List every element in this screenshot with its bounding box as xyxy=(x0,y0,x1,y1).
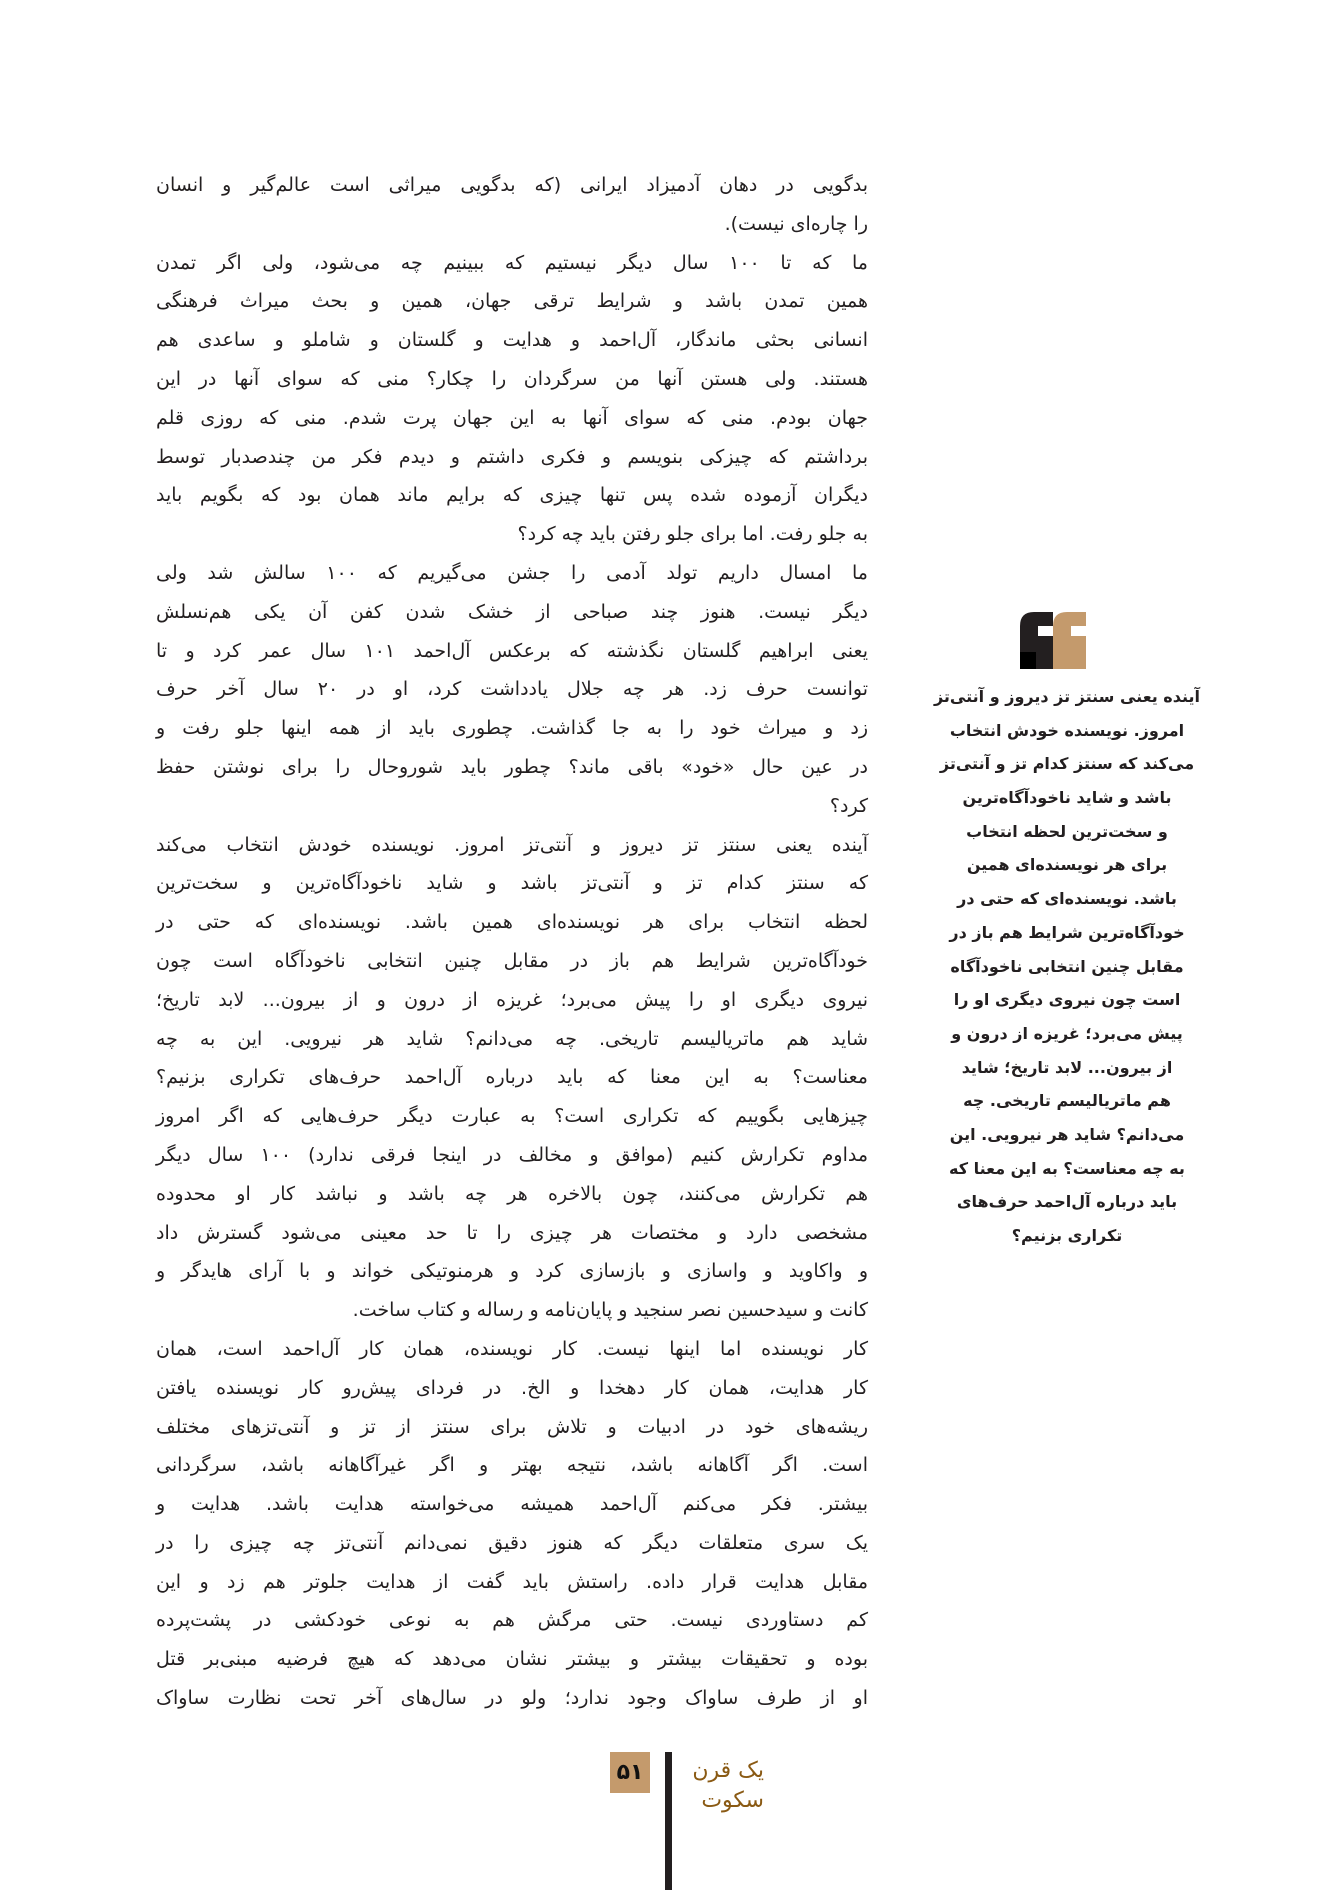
magazine-section-title xyxy=(684,1756,764,1816)
paragraph xyxy=(156,554,868,826)
article-body xyxy=(156,166,868,1718)
text-line: انسانی بحثی ماندگار، آل‌احمد و هدایت و گلستان و شاملو و ساعدی هم xyxy=(156,329,868,352)
text-line: زد و میراث خود را به جا گذاشت. چطوری باید از همه اینها جلو رفت و xyxy=(156,717,868,740)
pull-quote xyxy=(922,680,1212,1253)
text-line: به جلو رفت. اما برای جلو رفتن باید چه کرد؟ xyxy=(517,523,868,546)
text-line: همین تمدن باشد و شرایط ترقی جهان، همین و بحث میراث فرهنگی xyxy=(156,290,868,313)
text-line: کانت و سیدحسین نصر سنجید و پایان‌نامه و رساله و کتاب ساخت. xyxy=(352,1299,868,1322)
text-line: او از طرف ساواک وجود ندارد؛ ولو در سال‌های آخر تحت نظارت ساواک xyxy=(156,1687,868,1710)
paragraph xyxy=(156,1330,868,1718)
text-line: دیگر نیست. هنوز چند صباحی از خشک شدن کفن آن یکی هم‌نسلش xyxy=(156,600,868,623)
text-line: است. اگر آگاهانه باشد، نتیجه بهتر و اگر غیرآگاهانه باشد، سرگردانی xyxy=(156,1454,868,1477)
text-line: مداوم تکرارش کنیم (موافق و مخالف در اینجا فرقی ندارد) ۱۰۰ سال دیگر xyxy=(156,1143,868,1166)
text-line: کرد؟ xyxy=(829,794,868,817)
pull-quote-line: می‌کند که سنتز کدام تز و آنتی‌تز xyxy=(939,754,1195,774)
paragraph xyxy=(156,244,868,554)
text-line: بدگویی در دهان آدمیزاد ایرانی (که بدگویی میراثی است عالم‌گیر و انسان xyxy=(156,174,868,196)
pull-quote-line: پیش می‌برد؛ غریزه از درون و xyxy=(951,1023,1183,1043)
pull-quote-line: خودآگاه‌ترین شرایط هم باز در xyxy=(949,922,1185,942)
text-line: هم تکرارش می‌کنند، چون بالاخره هر چه باشد و نباشد کار او محدوده xyxy=(156,1182,868,1205)
text-line: خودآگاه‌ترین شرایط هم باز در مقابل چنین انتخابی ناخودآگاه است چون xyxy=(156,949,868,972)
footer-divider xyxy=(665,1752,672,1890)
text-line: کم دستاوردی نیست. حتی مرگش هم به نوعی خودکشی در پشت‌پرده xyxy=(156,1609,868,1632)
text-line: بوده و تحقیقات بیشتر و بیشتر نشان می‌دهد که هیچ فرضیه مبنی‌بر قتل xyxy=(156,1648,868,1671)
text-line: کار نویسنده اما اینها نیست. کار نویسنده، همان کار آل‌احمد است، همان xyxy=(156,1337,868,1360)
quote-mark-icon xyxy=(1020,612,1086,669)
text-line: بیشتر. فکر می‌کنم آل‌احمد همیشه می‌خواسته هدایت باشد. هدایت و xyxy=(156,1493,868,1516)
pull-quote-line: از بیرون... لابد تاریخ؛ شاید xyxy=(961,1057,1173,1077)
text-line: معناست؟ به این معنا که باید درباره آل‌احمد حرف‌های تکراری بزنیم؟ xyxy=(156,1066,868,1089)
pull-quote-line: امروز. نویسنده خودش انتخاب xyxy=(949,720,1185,740)
pull-quote-line: تکراری بزنیم؟ xyxy=(1011,1226,1123,1245)
text-line: توانست حرف زد. هر چه جلال یادداشت کرد، او در ۲۰ سال آخر حرف xyxy=(156,678,868,701)
text-line: نیروی دیگری او را پیش می‌برد؛ غریزه از درون و از بیرون... لابد تاریخ؛ xyxy=(156,988,868,1011)
pull-quote-line: و سخت‌ترین لحظه انتخاب xyxy=(966,821,1168,841)
text-line: ما که تا ۱۰۰ سال دیگر نیستیم که ببینیم چه می‌شود، ولی اگر تمدن xyxy=(156,251,868,274)
text-line: که سنتز کدام تز و آنتی‌تز باشد و شاید ناخودآگاه‌ترین و سخت‌ترین xyxy=(156,872,868,895)
paragraph xyxy=(156,826,868,1330)
pull-quote-line: باید درباره آل‌احمد حرف‌های xyxy=(956,1192,1178,1212)
pull-quote-line: باشد و شاید ناخودآگاه‌ترین xyxy=(962,788,1172,808)
pull-quote-line: آینده یعنی سنتز تز دیروز و آنتی‌تز xyxy=(933,687,1201,706)
section-title-line-2: سکوت xyxy=(701,1788,764,1813)
text-line: جهان بودم. منی که سوای آنها به این جهان پرت شدم. منی که روزی قلم xyxy=(156,406,868,429)
section-title-line-1: یک قرن xyxy=(692,1758,764,1783)
pull-quote-line: هم ماتریالیسم تاریخی. چه xyxy=(963,1091,1171,1111)
text-line: دیگران آزموده شده پس تنها چیزی که برایم ماند همان بود که بگویم باید xyxy=(156,484,868,507)
text-line: آینده یعنی سنتز تز دیروز و آنتی‌تز امروز. نویسنده خودش انتخاب می‌کند xyxy=(156,833,868,856)
pull-quote-line: باشد. نویسنده‌ای که حتی در xyxy=(957,889,1177,909)
text-line: شاید هم ماتریالیسم تاریخی. چه می‌دانم؟ شاید هر نیرویی. این به چه xyxy=(156,1027,868,1050)
pull-quote-line: می‌دانم؟ شاید هر نیرویی. این xyxy=(949,1124,1185,1144)
pull-quote-line: برای هر نویسنده‌ای همین xyxy=(966,855,1168,875)
text-line: هستند. ولی هستن آنها من سرگردان را چکار؟ منی که سوای آنها در این xyxy=(156,367,868,390)
text-line: در عین حال «خود» باقی ماند؟ چطور باید شوروحال را برای نوشتن حفظ xyxy=(156,755,868,778)
text-line: چیزهایی بگوییم که تکراری است؟ به عبارت دیگر حرف‌هایی که اگر امروز xyxy=(156,1105,868,1128)
text-line: ریشه‌های خود در ادبیات و تلاش برای سنتز از تز و آنتی‌تزهای مختلف xyxy=(156,1415,868,1438)
text-line: را چاره‌ای نیست). xyxy=(724,212,868,235)
text-line: یک سری متعلقات دیگر که هنوز دقیق نمی‌دانم آنتی‌تز چه چیزی را در xyxy=(156,1531,868,1554)
paragraph xyxy=(156,166,868,244)
text-line: ما امسال داریم تولد آدمی را جشن می‌گیریم که ۱۰۰ سالش شد ولی xyxy=(156,561,868,584)
pull-quote-line: مقابل چنین انتخابی ناخودآگاه xyxy=(950,956,1184,976)
text-line: مشخصی دارد و مختصات هر چیزی را تا حد معینی می‌شود گسترش داد xyxy=(156,1221,868,1244)
text-line: یعنی ابراهیم گلستان نگذشته که برعکس آل‌احمد ۱۰۱ سال عمر کرد و تا xyxy=(156,639,868,662)
pull-quote-line: است چون نیروی دیگری او را xyxy=(953,990,1181,1010)
text-line: مقابل هدایت قرار داده. راستش باید گفت از هدایت جلوتر هم زد و این xyxy=(156,1570,868,1593)
text-line: لحظه انتخاب برای هر نویسنده‌ای همین باشد. نویسنده‌ای که حتی در xyxy=(156,911,868,934)
text-line: کار هدایت، همان کار دهخدا و الخ. در فردای پیش‌رو کار نویسنده یافتن xyxy=(156,1376,868,1399)
text-line: برداشتم که چیزکی بنویسم و فکری داشتم و دیدم فکر من چندصدبار توسط xyxy=(156,445,868,468)
text-line: و واکاوید و واسازی و بازسازی کرد و هرمنوتیکی خواند و با آرای هایدگر و xyxy=(156,1260,868,1283)
pull-quote-line: به چه معناست؟ به این معنا که xyxy=(949,1158,1185,1178)
page-number: ۵۱ xyxy=(610,1752,650,1793)
